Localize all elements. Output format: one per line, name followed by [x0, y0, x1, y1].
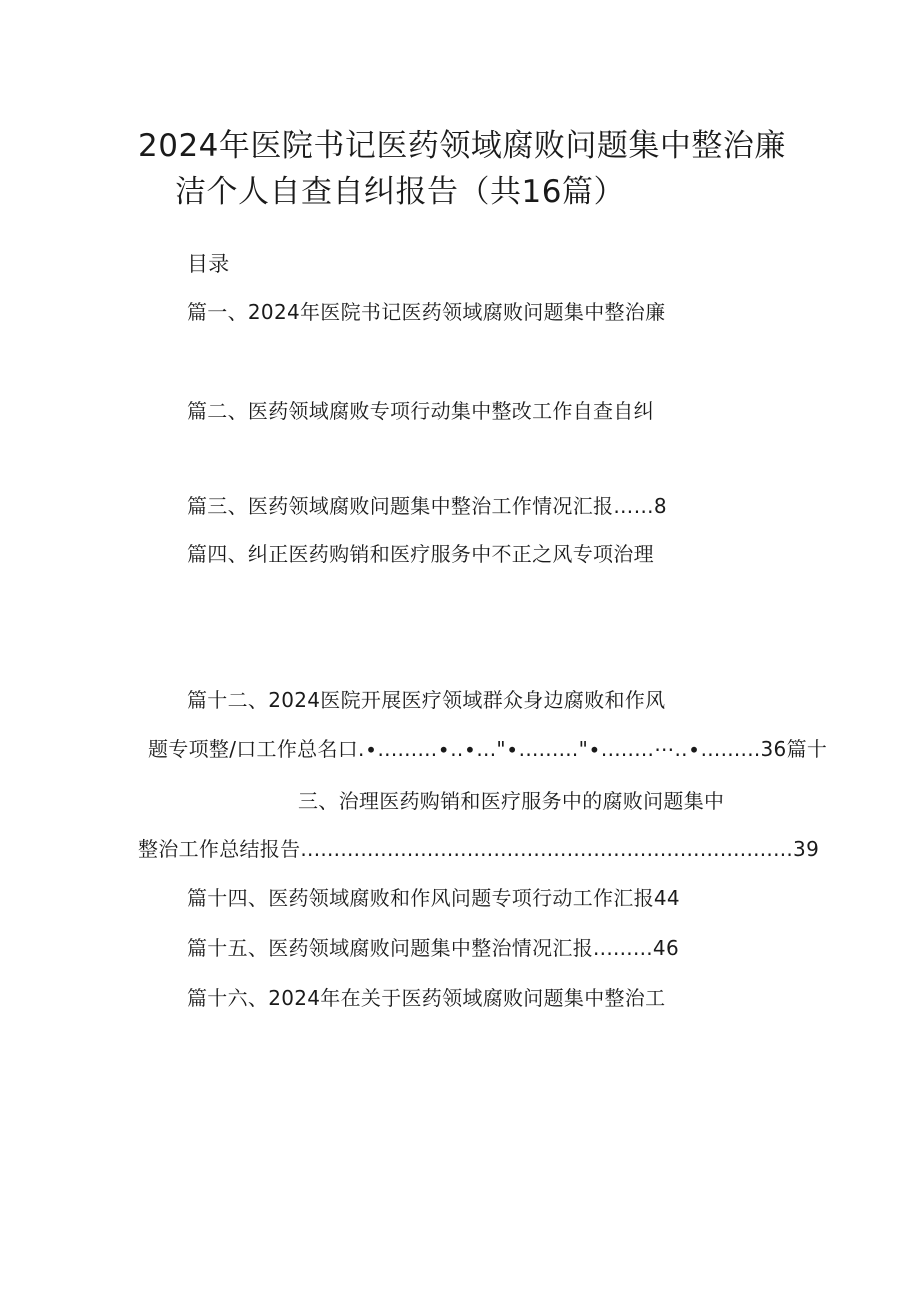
- document-title-line-1: 2024年医院书记医药领域腐败问题集中整治廉: [138, 128, 786, 164]
- toc-entry-2[interactable]: 篇二、医药领域腐败专项行动集中整改工作自查自纠: [187, 399, 654, 423]
- toc-entry-12-line-2[interactable]: 题专项整/口工作总名口.∙.........∙..∙..."∙........."∙........⋯..∙.........36篇十: [148, 737, 828, 761]
- toc-heading: 目录: [187, 252, 230, 276]
- toc-entry-13-line-1[interactable]: 三、治理医药购销和医疗服务中的腐败问题集中: [298, 789, 725, 813]
- toc-entry-16[interactable]: 篇十六、2024年在关于医药领域腐败问题集中整治工: [187, 986, 666, 1010]
- toc-entry-15[interactable]: 篇十五、医药领域腐败问题集中整治情况汇报.........46: [187, 936, 679, 960]
- toc-entry-3[interactable]: 篇三、医药领域腐败问题集中整治工作情况汇报……8: [187, 494, 667, 518]
- toc-entry-12-line-1[interactable]: 篇十二、2024医院开展医疗领域群众身边腐败和作风: [187, 688, 666, 712]
- toc-entry-13-line-2[interactable]: 整治工作总结报告..........................................................................39: [138, 837, 820, 861]
- toc-entry-14[interactable]: 篇十四、医药领域腐败和作风问题专项行动工作汇报44: [187, 886, 680, 910]
- toc-entry-1[interactable]: 篇一、2024年医院书记医药领域腐败问题集中整治廉: [187, 300, 666, 324]
- toc-entry-4[interactable]: 篇四、纠正医药购销和医疗服务中不正之风专项治理: [187, 542, 654, 566]
- document-title-line-2: 洁个人自查自纠报告（共16篇）: [175, 174, 625, 210]
